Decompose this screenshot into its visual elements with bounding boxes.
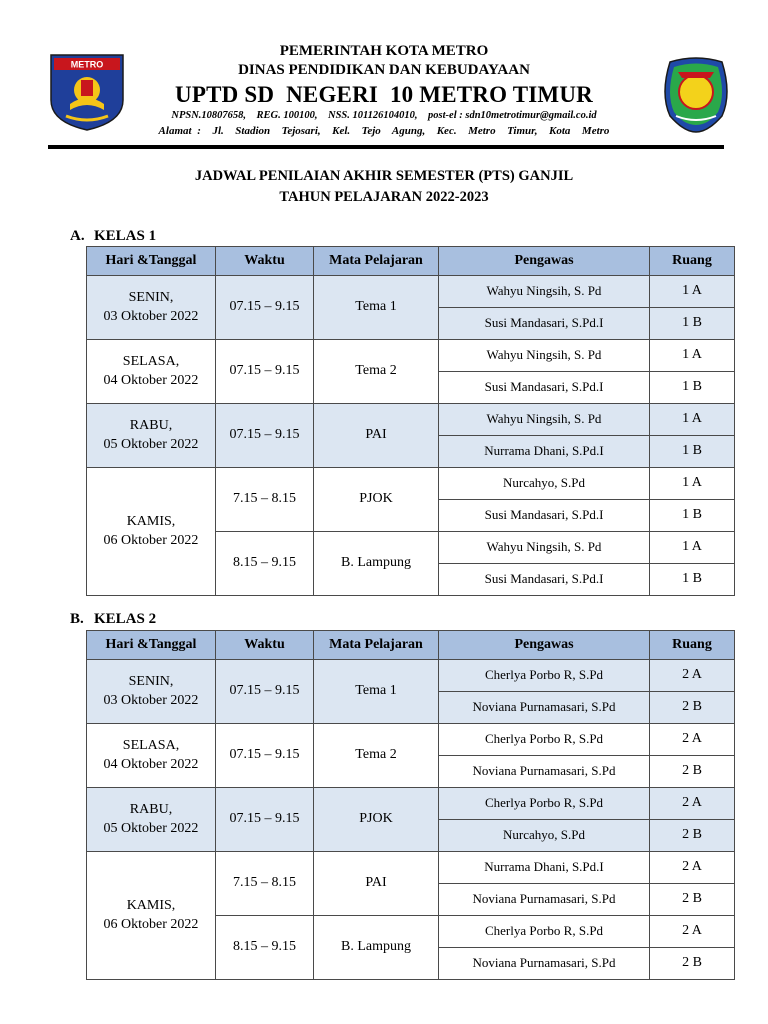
table-row bbox=[87, 276, 735, 308]
time-cell: 8.15 – 9.15 bbox=[216, 532, 314, 596]
room-cell: 2 A bbox=[650, 660, 735, 692]
supervisor-cell: Cherlya Porbo R, S.Pd bbox=[439, 788, 650, 820]
supervisor-cell: Susi Mandasari, S.Pd.I bbox=[439, 564, 650, 596]
day-name: RABU, bbox=[129, 418, 173, 434]
room-cell: 2 B bbox=[650, 756, 735, 788]
supervisor-cell: Susi Mandasari, S.Pd.I bbox=[439, 308, 650, 340]
day-name: RABU, bbox=[129, 802, 173, 818]
time-cell: 07.15 – 9.15 bbox=[216, 724, 314, 788]
day-date-cell bbox=[87, 660, 216, 724]
section-heading-kelas-2 bbox=[70, 611, 156, 628]
school-identifiers: NPSN.10807658, REG. 100100, NSS. 101126104010, post-el : sdn10metrotimur@gmail.co.id bbox=[171, 110, 597, 121]
supervisor-cell: Wahyu Ningsih, S. Pd bbox=[439, 340, 650, 372]
school-badge-logo bbox=[656, 54, 736, 134]
day-date-cell bbox=[87, 468, 216, 596]
subject-cell: Tema 2 bbox=[314, 340, 439, 404]
time-cell: 07.15 – 9.15 bbox=[216, 660, 314, 724]
exam-date: 04 Oktober 2022 bbox=[103, 756, 199, 772]
supervisor-cell: Noviana Purnamasari, S.Pd bbox=[439, 692, 650, 724]
supervisor-cell: Nurcahyo, S.Pd bbox=[439, 468, 650, 500]
svg-text:METRO: METRO bbox=[70, 59, 104, 70]
time-cell: 07.15 – 9.15 bbox=[216, 340, 314, 404]
government-name: PEMERINTAH KOTA METRO bbox=[279, 43, 489, 59]
time-cell: 07.15 – 9.15 bbox=[216, 404, 314, 468]
schedule-table-kelas-1 bbox=[86, 246, 735, 596]
room-cell: 2 A bbox=[650, 916, 735, 948]
supervisor-cell: Noviana Purnamasari, S.Pd bbox=[439, 948, 650, 980]
header-waktu: Waktu bbox=[216, 631, 314, 660]
room-cell: 1 A bbox=[650, 532, 735, 564]
header-pengawas: Pengawas bbox=[439, 247, 650, 276]
supervisor-cell: Nurcahyo, S.Pd bbox=[439, 820, 650, 852]
room-cell: 2 B bbox=[650, 884, 735, 916]
room-cell: 1 A bbox=[650, 276, 735, 308]
letterhead-rule bbox=[48, 145, 724, 149]
table-row bbox=[87, 660, 735, 692]
subject-cell: Tema 1 bbox=[314, 660, 439, 724]
exam-date: 04 Oktober 2022 bbox=[103, 372, 199, 388]
room-cell: 2 A bbox=[650, 724, 735, 756]
room-cell: 2 A bbox=[650, 788, 735, 820]
supervisor-cell: Cherlya Porbo R, S.Pd bbox=[439, 724, 650, 756]
room-cell: 1 B bbox=[650, 308, 735, 340]
room-cell: 2 B bbox=[650, 948, 735, 980]
day-date-cell bbox=[87, 340, 216, 404]
header-ruang: Ruang bbox=[650, 247, 735, 276]
supervisor-cell: Cherlya Porbo R, S.Pd bbox=[439, 916, 650, 948]
header-mata-pelajaran: Mata Pelajaran bbox=[314, 631, 439, 660]
section-number: B. bbox=[70, 611, 84, 627]
supervisor-cell: Susi Mandasari, S.Pd.I bbox=[439, 372, 650, 404]
subject-cell: B. Lampung bbox=[314, 532, 439, 596]
exam-date: 03 Oktober 2022 bbox=[103, 308, 199, 324]
table-row bbox=[87, 788, 735, 820]
day-name: SENIN, bbox=[128, 290, 174, 306]
time-cell: 7.15 – 8.15 bbox=[216, 852, 314, 916]
day-name: SELASA, bbox=[122, 738, 180, 754]
subject-cell: PJOK bbox=[314, 788, 439, 852]
document-title: JADWAL PENILAIAN AKHIR SEMESTER (PTS) GANJIL bbox=[194, 168, 574, 184]
supervisor-cell: Wahyu Ningsih, S. Pd bbox=[439, 276, 650, 308]
room-cell: 1 B bbox=[650, 564, 735, 596]
table-row bbox=[87, 852, 735, 884]
section-heading-kelas-1 bbox=[70, 228, 156, 245]
section-label: KELAS 2 bbox=[94, 611, 157, 627]
table-header-row bbox=[87, 247, 735, 276]
subject-cell: PJOK bbox=[314, 468, 439, 532]
day-date-cell bbox=[87, 788, 216, 852]
supervisor-cell: Nurrama Dhani, S.Pd.I bbox=[439, 436, 650, 468]
exam-date: 06 Oktober 2022 bbox=[103, 532, 199, 548]
document-subtitle: TAHUN PELAJARAN 2022-2023 bbox=[279, 189, 489, 205]
header-pengawas: Pengawas bbox=[439, 631, 650, 660]
day-date-cell bbox=[87, 404, 216, 468]
exam-date: 03 Oktober 2022 bbox=[103, 692, 199, 708]
subject-cell: Tema 1 bbox=[314, 276, 439, 340]
day-name: KAMIS, bbox=[126, 514, 176, 530]
header-mata-pelajaran: Mata Pelajaran bbox=[314, 247, 439, 276]
supervisor-cell: Cherlya Porbo R, S.Pd bbox=[439, 660, 650, 692]
section-label: KELAS 1 bbox=[94, 228, 157, 244]
exam-date: 06 Oktober 2022 bbox=[103, 916, 199, 932]
school-address: Alamat : Jl. Stadion Tejosari, Kel. Tejo Agung, Kec. Metro Timur, Kota Metro bbox=[158, 125, 610, 137]
supervisor-cell: Wahyu Ningsih, S. Pd bbox=[439, 404, 650, 436]
day-date-cell bbox=[87, 276, 216, 340]
header-hari-tanggal: Hari &Tanggal bbox=[87, 247, 216, 276]
room-cell: 1 B bbox=[650, 436, 735, 468]
day-name: SENIN, bbox=[128, 674, 174, 690]
table-row bbox=[87, 340, 735, 372]
room-cell: 1 A bbox=[650, 468, 735, 500]
department-name: DINAS PENDIDIKAN DAN KEBUDAYAAN bbox=[238, 62, 530, 78]
table-row bbox=[87, 404, 735, 436]
supervisor-cell: Noviana Purnamasari, S.Pd bbox=[439, 756, 650, 788]
subject-cell: Tema 2 bbox=[314, 724, 439, 788]
school-name: UPTD SD NEGERI 10 METRO TIMUR bbox=[175, 82, 593, 107]
room-cell: 1 A bbox=[650, 340, 735, 372]
day-name: SELASA, bbox=[122, 354, 180, 370]
day-name: KAMIS, bbox=[126, 898, 176, 914]
day-date-cell bbox=[87, 852, 216, 980]
day-date-cell bbox=[87, 724, 216, 788]
time-cell: 07.15 – 9.15 bbox=[216, 788, 314, 852]
exam-date: 05 Oktober 2022 bbox=[103, 436, 199, 452]
table-header-row bbox=[87, 631, 735, 660]
schedule-table-kelas-2 bbox=[86, 630, 735, 980]
time-cell: 8.15 – 9.15 bbox=[216, 916, 314, 980]
room-cell: 2 A bbox=[650, 852, 735, 884]
room-cell: 1 B bbox=[650, 500, 735, 532]
room-cell: 2 B bbox=[650, 692, 735, 724]
time-cell: 7.15 – 8.15 bbox=[216, 468, 314, 532]
room-cell: 2 B bbox=[650, 820, 735, 852]
subject-cell: PAI bbox=[314, 852, 439, 916]
room-cell: 1 A bbox=[650, 404, 735, 436]
time-cell: 07.15 – 9.15 bbox=[216, 276, 314, 340]
section-number: A. bbox=[70, 228, 85, 244]
table-row bbox=[87, 468, 735, 500]
subject-cell: PAI bbox=[314, 404, 439, 468]
header-ruang: Ruang bbox=[650, 631, 735, 660]
supervisor-cell: Susi Mandasari, S.Pd.I bbox=[439, 500, 650, 532]
supervisor-cell: Noviana Purnamasari, S.Pd bbox=[439, 884, 650, 916]
header-hari-tanggal: Hari &Tanggal bbox=[87, 631, 216, 660]
table-row bbox=[87, 724, 735, 756]
supervisor-cell: Nurrama Dhani, S.Pd.I bbox=[439, 852, 650, 884]
header-waktu: Waktu bbox=[216, 247, 314, 276]
subject-cell: B. Lampung bbox=[314, 916, 439, 980]
supervisor-cell: Wahyu Ningsih, S. Pd bbox=[439, 532, 650, 564]
room-cell: 1 B bbox=[650, 372, 735, 404]
exam-date: 05 Oktober 2022 bbox=[103, 820, 199, 836]
